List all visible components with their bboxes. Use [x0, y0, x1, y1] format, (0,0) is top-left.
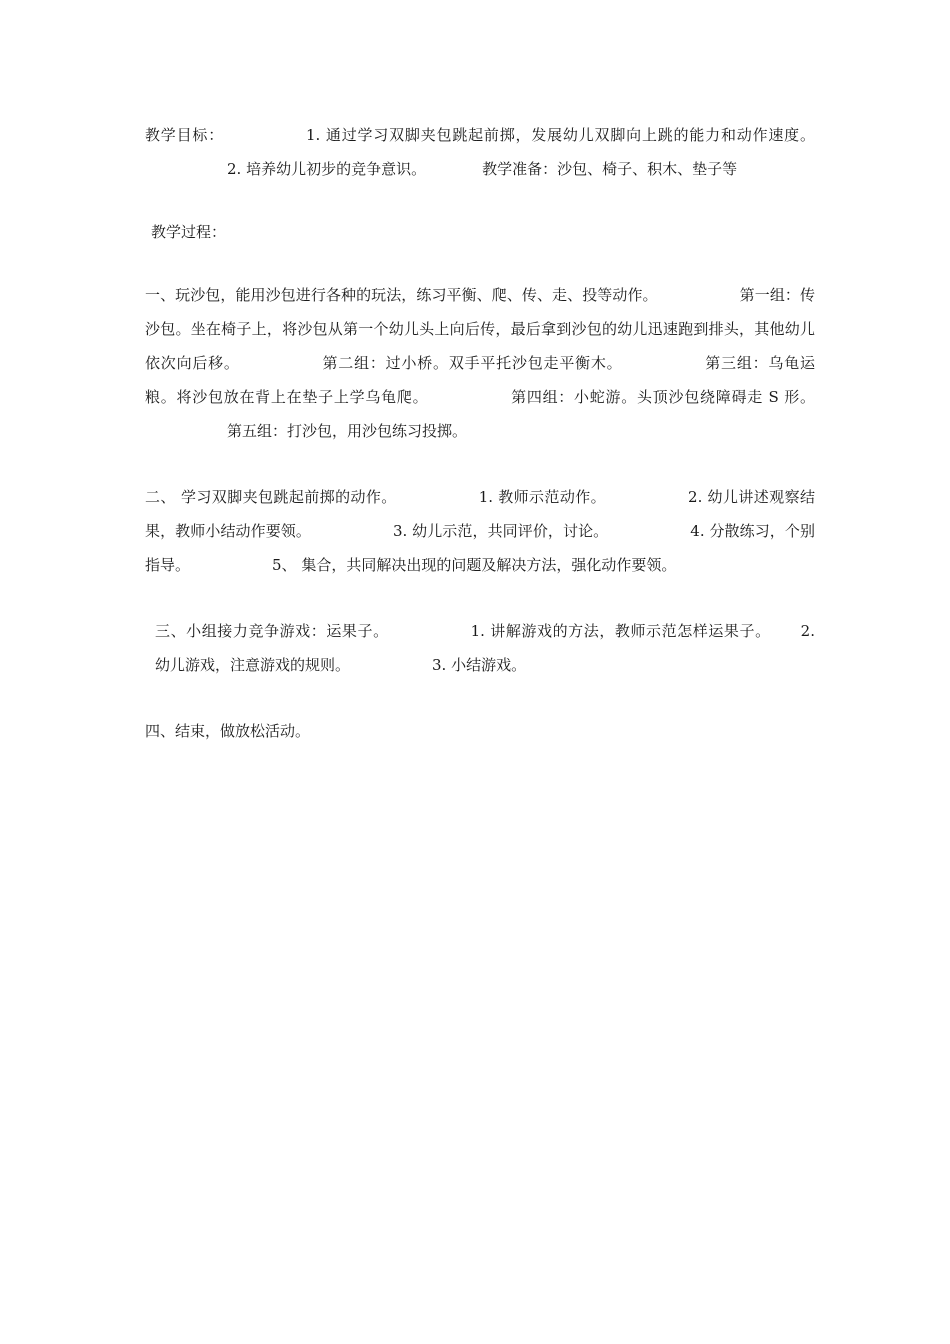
- section-2-step-1: 1. 教师示范动作。: [478, 488, 607, 506]
- section-3-paragraph: [145, 614, 815, 682]
- section-1-group-3: 第三组：乌龟运粮。将沙包放在背上在垫子上学乌龟爬。: [145, 354, 815, 406]
- objective-item-2: 2. 培养幼儿初步的竞争意识。: [227, 160, 427, 178]
- section-1-group-2: 第二组：过小桥。双手平托沙包走平衡木。: [321, 354, 623, 372]
- paragraph-gap: [145, 186, 815, 215]
- paragraph-gap: [145, 682, 815, 714]
- process-title-text: 教学过程：: [151, 223, 227, 241]
- section-4-title: 四、结束，做放松活动。: [145, 722, 311, 740]
- paragraph-gap: [145, 448, 815, 480]
- section-2-step-4: 4. 分散练习，个别指导。: [145, 522, 815, 574]
- section-2-title: 二、 学习双脚夹包跳起前掷的动作。: [145, 488, 397, 506]
- objectives-paragraph: [145, 118, 815, 186]
- section-1-paragraph: [145, 278, 815, 448]
- section-1-group-4: 第四组：小蛇游。头顶沙包绕障碍走 S 形。: [510, 388, 815, 406]
- section-1-group-1: 第一组：传沙包。坐在椅子上，将沙包从第一个幼儿头上向后传，最后拿到沙包的幼儿迅速跑到排头，其他幼儿依次向后移。: [145, 286, 815, 372]
- objectives-label: 教学目标：: [145, 126, 225, 144]
- paragraph-gap: [145, 582, 815, 614]
- section-3-step-1: 1. 讲解游戏的方法，教师示范怎样运果子。: [470, 622, 771, 640]
- section-3-step-3: 3. 小结游戏。: [432, 656, 527, 674]
- section-3-step-2: 2. 幼儿游戏，注意游戏的规则。: [155, 622, 815, 674]
- section-1-group-5: 第五组：打沙包，用沙包练习投掷。: [227, 422, 468, 440]
- section-2-step-3: 3. 幼儿示范，共同评价，讨论。: [392, 522, 609, 540]
- section-2-paragraph: [145, 480, 815, 582]
- section-2-step-5: 5、 集合，共同解决出现的问题及解决方法，强化动作要领。: [272, 556, 677, 574]
- process-title: [145, 215, 815, 249]
- section-4-paragraph: [145, 714, 815, 748]
- document-body: [145, 118, 815, 748]
- section-1-title: 一、玩沙包，能用沙包进行各种的玩法，练习平衡、爬、传、走、投等动作。: [145, 286, 658, 304]
- paragraph-gap: [145, 249, 815, 278]
- section-2-step-2: 2. 幼儿讲述观察结果，教师小结动作要领。: [145, 488, 815, 540]
- preparation-text: 教学准备：沙包、椅子、积木、垫子等: [482, 160, 738, 178]
- section-3-title: 三、小组接力竞争游戏：运果子。: [155, 622, 389, 640]
- objective-item-1: 1. 通过学习双脚夹包跳起前掷，发展幼儿双脚向上跳的能力和动作速度。: [306, 126, 815, 144]
